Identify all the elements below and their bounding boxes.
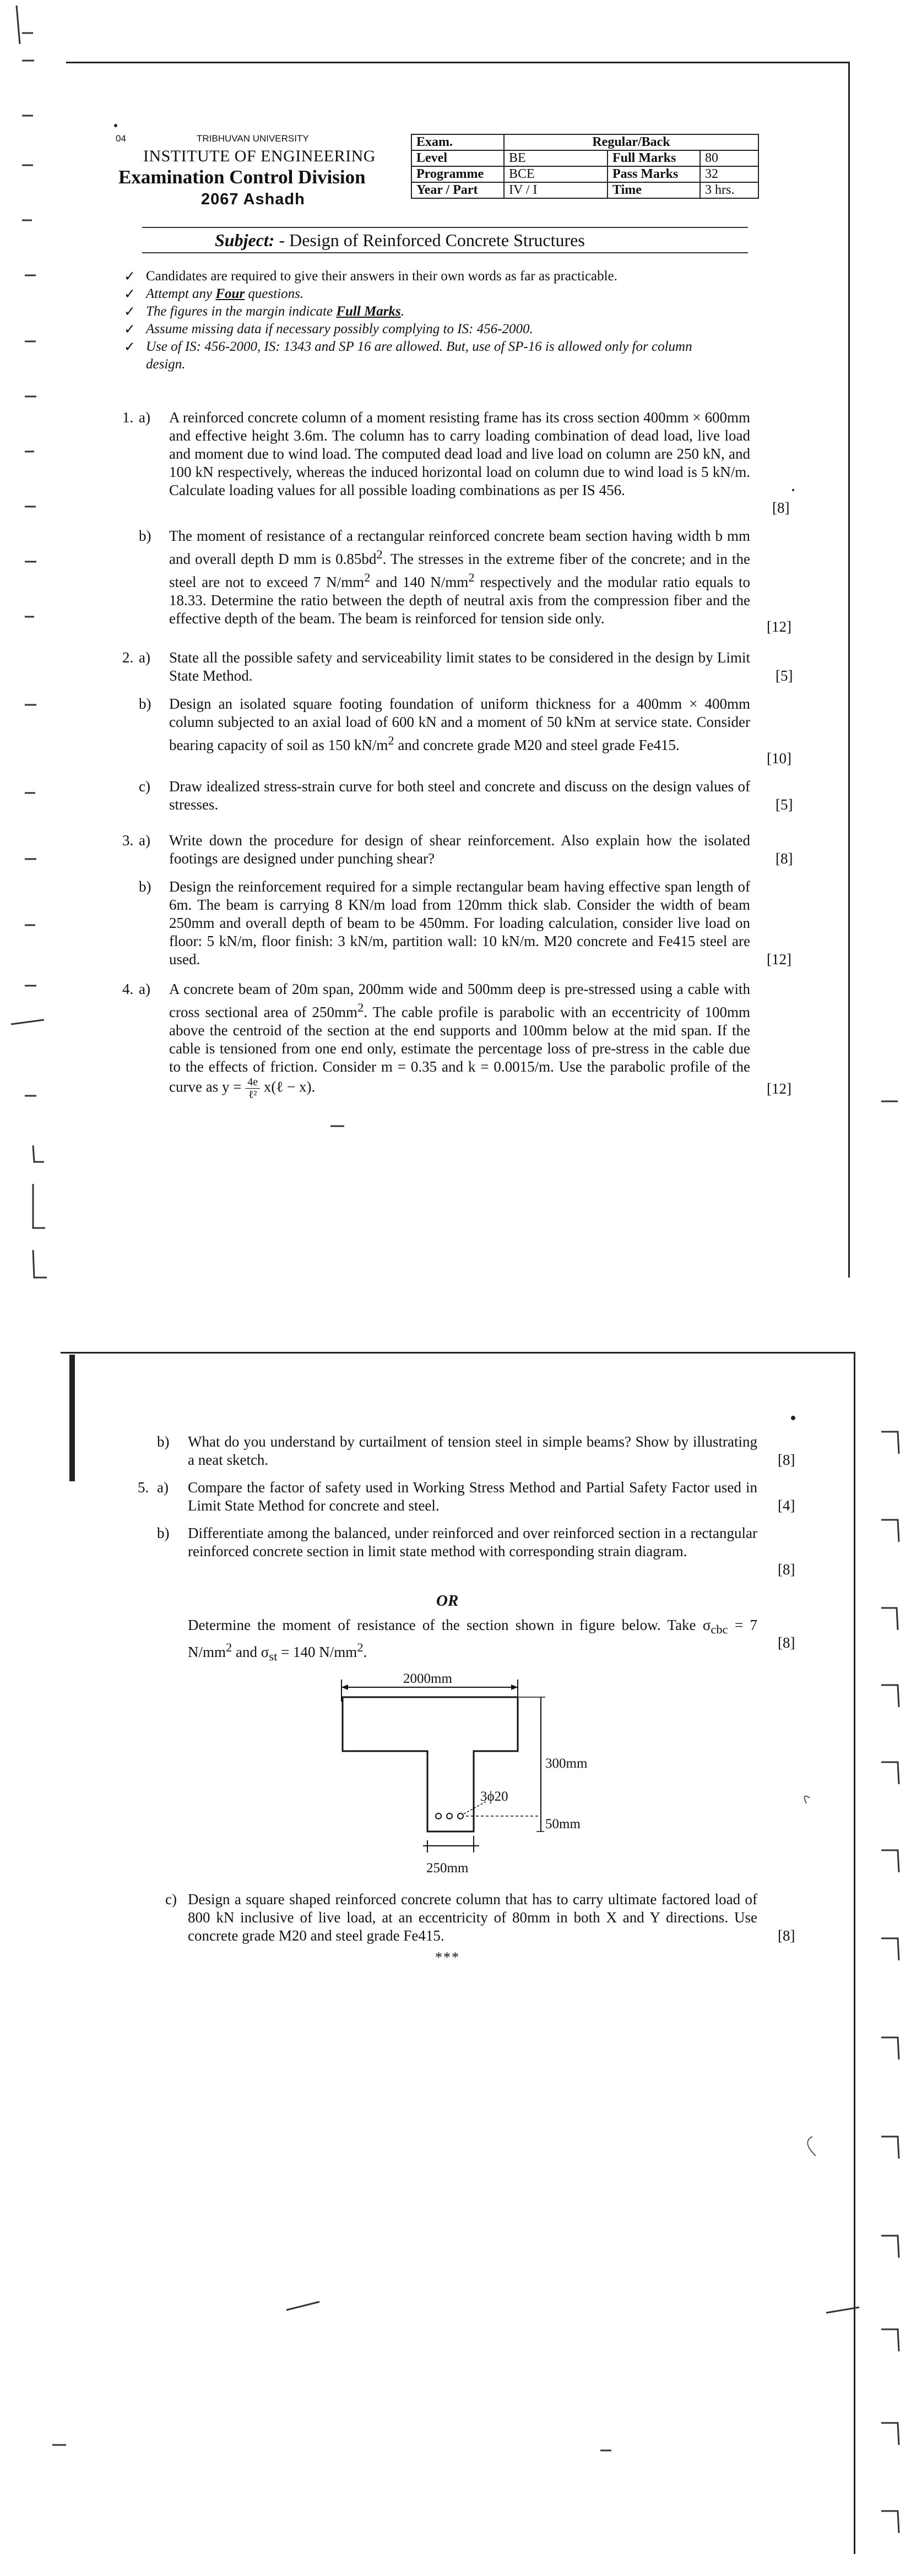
question-4b [157, 1433, 757, 1469]
question-text: Design a square shaped reinforced concrete column that has to carry ultimate factored load of 800 kN inclusive of live load, at an eccentricity of 80mm in both X and Y directions. Use concrete grade M20 and steel grade Fe415. [188, 1891, 757, 1944]
year-part-label: Year / Part [411, 182, 504, 198]
level-label: Level [411, 150, 504, 166]
table-row [411, 134, 758, 150]
rebar-icon [458, 1813, 463, 1819]
instruction-text: Use of IS: 456-2000, IS: 1343 and SP 16 are allowed. But, use of SP-16 is allowed only for column design. [146, 339, 692, 372]
marks-label: [8] [778, 1452, 795, 1468]
bars-label: 3ϕ20 [480, 1789, 508, 1804]
exam-value: Regular/Back [504, 134, 758, 150]
exam-session: 2067 Ashadh [201, 191, 305, 208]
time-value: 3 hrs. [700, 182, 758, 198]
marks-label: [10] [767, 750, 791, 767]
part-label: a) [139, 409, 150, 426]
instruction-text: Attempt any Four questions. [146, 286, 304, 301]
full-marks-value: 80 [700, 150, 758, 166]
level-value: BE [504, 150, 608, 166]
rebar-icon [447, 1813, 452, 1819]
part-label: a) [139, 981, 150, 997]
check-icon: ✓ [124, 321, 135, 337]
question-4a [122, 980, 750, 1101]
question-number: 5. [138, 1479, 149, 1496]
part-label: a) [139, 832, 150, 849]
part-label: a) [157, 1479, 169, 1496]
subject-rule-top [142, 227, 748, 228]
question-number: 2. [122, 649, 134, 666]
instruction-text: The figures in the margin indicate Full Marks. [146, 304, 405, 319]
table-row [411, 150, 758, 166]
marks-label: [8] [776, 850, 793, 867]
question-3a [122, 832, 750, 868]
instruction-item [124, 320, 763, 338]
subject-title: - Design of Reinforced Concrete Structures [279, 230, 585, 250]
question-text: Determine the moment of resistance of the section shown in figure below. Take $\sigma_{cbc} = 7$ $N/mm^2$ and $\sigma_{st} = 140$ $N/mm^2$. [188, 1617, 757, 1664]
instruction-text: Candidates are required to give their answers in their own words as far as practicable. [146, 269, 617, 284]
paper-code: 04 [116, 133, 126, 144]
marks-label: [8] [778, 1927, 795, 1944]
question-5c [165, 1890, 757, 1945]
depth-label: 300mm [545, 1756, 588, 1771]
arrow-icon [341, 1684, 348, 1690]
check-icon: ✓ [124, 339, 135, 355]
marks-label: [12] [767, 1080, 791, 1097]
question-text: State all the possible safety and serviceability limit states to be considered in the design by Limit State Method. [169, 649, 750, 684]
subject-label: Subject: [215, 230, 275, 250]
question-text: What do you understand by curtailment of tension steel in simple beams? Show by illustrating a neat sketch. [188, 1433, 757, 1468]
part-label: b) [139, 528, 151, 544]
end-of-paper-mark: *** [435, 1949, 460, 1965]
question-text: Compare the factor of safety used in Working Stress Method and Partial Safety Factor used in Limit State Method for concrete and steel. [188, 1479, 757, 1514]
cover-label: 50mm [545, 1817, 581, 1832]
division-name: Examination Control Division [118, 166, 366, 188]
year-part-value: IV / I [504, 182, 608, 198]
question-5b-alternative [188, 1616, 757, 1666]
question-5b [157, 1524, 757, 1561]
question-text: Write down the procedure for design of shear reinforcement. Also explain how the isolated footings are designed under punching shear? [169, 832, 750, 867]
university-name: TRIBHUVAN UNIVERSITY [197, 133, 309, 144]
question-text: A concrete beam of 20m span, 200mm wide and 500mm deep is pre-stressed using a cable with cross sectional area of $250mm^2$. The cable profile is parabolic with an eccentricity of 100mm above the centroid of the section at the end supports and 100mm below at the mid span. If the cable is tensioned from one end only, estimate the percentage loss of pre-stress in the cable due to the effects of friction. Consider m = 0.35 and k = 0.0015/m. Use the parabolic profile of the curve as y = 4e ℓ² x(ℓ − x). [169, 981, 750, 1101]
marks-label: [8] [778, 1634, 795, 1651]
exam-label: Exam. [411, 134, 504, 150]
check-icon: ✓ [124, 303, 135, 319]
instruction-item [124, 268, 763, 285]
programme-label: Programme [411, 166, 504, 182]
question-5a [138, 1479, 757, 1515]
question-number: 3. [122, 832, 134, 849]
programme-value: BCE [504, 166, 608, 182]
subject-heading [215, 230, 585, 251]
question-1a [122, 409, 750, 499]
flange-width-label: 2000mm [403, 1671, 452, 1686]
instruction-item [124, 338, 730, 373]
part-label: a) [139, 649, 150, 666]
institute-name: INSTITUTE OF ENGINEERING [143, 147, 376, 165]
question-text: Draw idealized stress-strain curve for both steel and concrete and discuss on the design values of stresses. [169, 778, 750, 813]
question-2a [122, 649, 750, 685]
parabola-fraction: 4e ℓ² [245, 1076, 260, 1101]
question-number: 4. [122, 981, 134, 997]
instruction-text: Assume missing data if necessary possibly complying to IS: 456-2000. [146, 322, 533, 336]
marks-label: [4] [778, 1497, 795, 1514]
marks-label: [8] [778, 1561, 795, 1578]
part-label: b) [139, 878, 151, 895]
full-marks-label: Full Marks [608, 150, 700, 166]
reinforcement-bars [436, 1813, 463, 1819]
marks-label: [12] [767, 951, 791, 968]
part-label: c) [165, 1891, 177, 1907]
or-label: OR [436, 1592, 459, 1610]
time-label: Time [608, 182, 700, 198]
question-text: A reinforced concrete column of a moment resisting frame has its cross section 400mm × 600mm and effective height 3.6m. The column has to carry loading combination of dead load, live load and moment due to wind load. The computed dead load and live load on column are 250 kN, and 100 kN respectively, whereas the induced horizontal load on column due to wind load is 5 kN/m. Calculate loading values for all possible loading combinations as per IS 456. [169, 409, 750, 498]
arrow-icon [511, 1684, 518, 1690]
question-text: Design an isolated square footing foundation of uniform thickness for a 400mm × 400mm column subjected to an axial load of 600 kN and a moment of 50 kNm at service state. Consider bearing capacity of soil as 150 $kN/m^2$ and concrete grade M20 and steel grade Fe415. [169, 695, 750, 753]
question-2c [139, 778, 750, 814]
t-section-outline [343, 1697, 518, 1832]
check-icon: ✓ [124, 286, 135, 302]
t-beam-section-figure [325, 1669, 622, 1883]
question-text: Design the reinforcement required for a simple rectangular beam having effective span length of 6m. The beam is carrying 8 KN/m load from 120mm thick slab. Consider the width of beam 250mm and overall depth of beam to be 450mm. For loading calculation, consider live load on floor: 5 kN/m, floor finish: 3 kN/m, partition wall: 10 kN/m. M20 concrete and Fe415 steel are used. [169, 878, 750, 968]
question-text: The moment of resistance of a rectangular reinforced concrete beam section having width b mm and overall depth D mm is $0.85bd^2$. The stresses in the extreme fiber of the concrete; and in the steel are not to exceed 7 $N/mm^2$ and 140 $N/mm^2$ respectively and the modular ratio equals to 18.33. Determine the ratio between the depth of neutral axis from the compression fiber and the effective depth of the beam. The beam is reinforced for tension side only. [169, 528, 750, 627]
check-icon: ✓ [124, 268, 135, 284]
question-3b [139, 878, 750, 969]
part-label: b) [139, 695, 151, 712]
table-row [411, 166, 758, 182]
instruction-item [124, 285, 763, 303]
pass-marks-label: Pass Marks [608, 166, 700, 182]
marks-label: [8] [772, 499, 790, 516]
part-label: b) [157, 1433, 170, 1450]
instruction-item [124, 303, 763, 320]
web-width-label: 250mm [426, 1861, 469, 1876]
question-text: Differentiate among the balanced, under reinforced and over reinforced section in a rectangular reinforced concrete section in limit state method with corresponding strain diagram. [188, 1525, 757, 1559]
rebar-icon [436, 1813, 441, 1819]
marks-label: [12] [767, 618, 791, 635]
exam-info-table [411, 134, 759, 199]
pass-marks-value: 32 [700, 166, 758, 182]
part-label: c) [139, 778, 150, 795]
marks-label: [5] [776, 796, 793, 813]
question-2b [139, 695, 750, 754]
table-row [411, 182, 758, 198]
marks-label: [5] [776, 667, 793, 684]
subject-rule-bottom [142, 252, 748, 253]
question-1b [139, 527, 750, 628]
part-label: b) [157, 1525, 170, 1541]
question-number: 1. [122, 409, 134, 426]
